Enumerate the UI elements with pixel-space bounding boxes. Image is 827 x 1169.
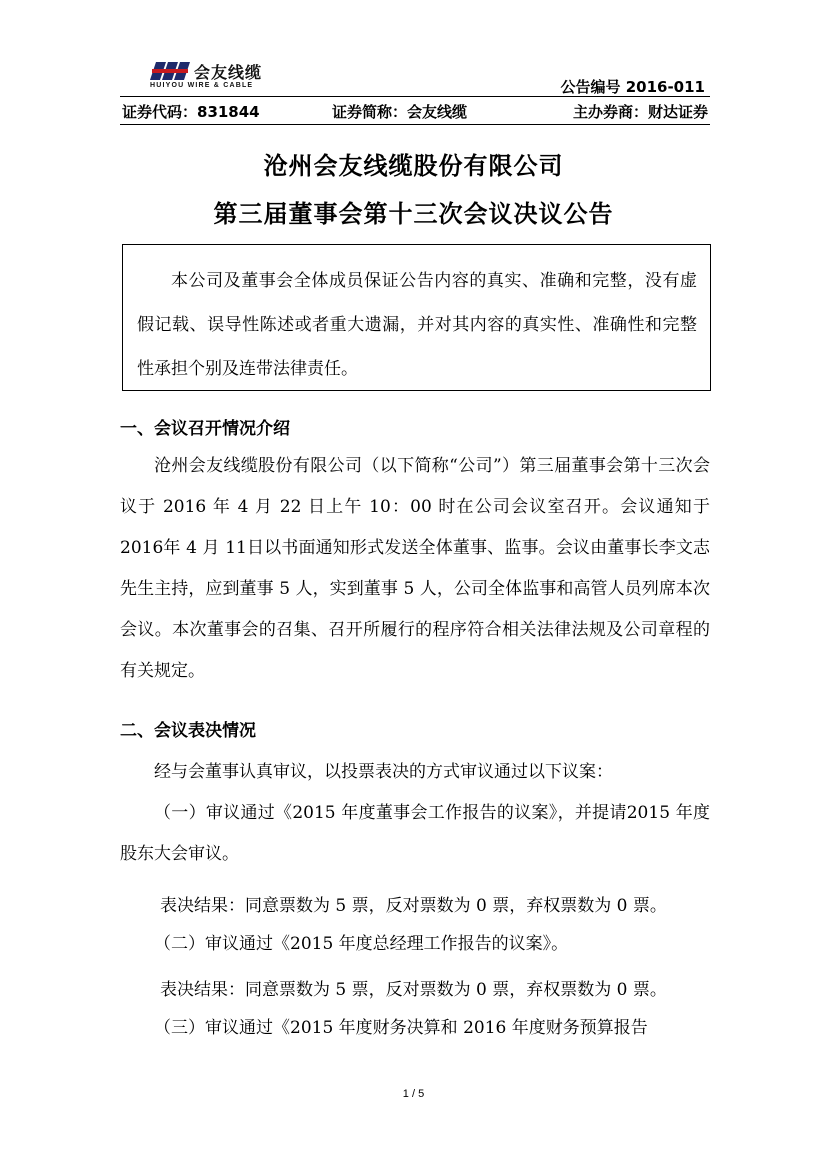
motion-item-2: （二）审议通过《2015 年度总经理工作报告的议案》。 [154,934,569,954]
header-divider-bottom [120,124,710,125]
vote-result-1: 表决结果：同意票数为 5 票，反对票数为 0 票，弃权票数为 0 票。 [160,896,667,916]
announcement-number: 公告编号 2016-011 [560,78,705,96]
notice-text: 本公司及董事会全体成员保证公告内容的真实、准确和完整，没有虚假记载、误导性陈述或者重大遗漏，并对其内容的真实性、准确性和完整性承担个别及连带法律责任。 [137,271,697,379]
huiyou-logo-icon [150,60,192,82]
section2-intro: 经与会董事认真审议，以投票表决的方式审议通过以下议案： [154,762,613,782]
company-title: 沧州会友线缆股份有限公司 [263,152,564,180]
security-name: 证券简称：会友线缆 [332,103,468,121]
notice-box [122,244,711,391]
security-code: 证券代码：831844 [122,103,260,121]
security-info-row [120,101,710,123]
section1-body: 沧州会友线缆股份有限公司（以下简称“公司”）第三届董事会第十三次会议于 2016 年 4 月 22 日上午 10：00 时在公司会议室召开。会议通知于2016年 4 月 11日以书面通知形式发送全体董事、监事。会议由董事长李文志先生主持，应到董事 5 人，实到董事 5 人，公司全体监事和高管人员列席本次会议。本次董事会的召集、召开所履行的程序符合相关法律法规及公司章程的有关规定。 [120,456,710,681]
section1-heading: 一、会议召开情况介绍 [120,419,290,439]
motion-item-1: （一）审议通过《2015 年度董事会工作报告的议案》，并提请2015 年度股东大会审议。 [120,803,710,864]
vote-result-2: 表决结果：同意票数为 5 票，反对票数为 0 票，弃权票数为 0 票。 [160,980,667,1000]
section2-heading: 二、会议表决情况 [120,721,256,741]
logo-english-name: HUIYOU WIRE & CABLE [150,82,254,89]
logo-chinese-name: 会友线缆 [194,63,263,82]
header-divider-top [120,96,710,97]
page-number: 1 / 5 [402,1088,425,1100]
company-logo [150,58,340,88]
sponsor-broker: 主办券商：财达证券 [572,103,708,121]
motion-item-3: （三）审议通过《2015 年度财务决算和 2016 年度财务预算报告 [154,1018,648,1038]
announcement-title: 第三届董事会第十三次会议决议公告 [213,200,614,228]
